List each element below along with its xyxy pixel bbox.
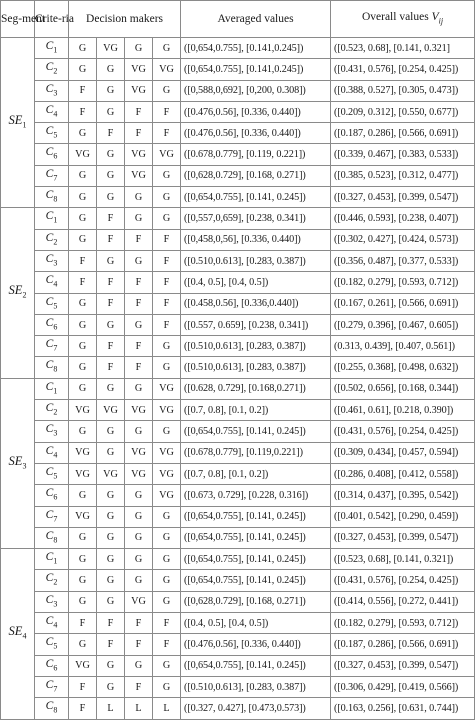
decision-maker-4-rating: F xyxy=(153,272,181,293)
averaged-value-cell: ([0,654,0.755], [0.141,0.245]) xyxy=(181,59,331,80)
averaged-value-cell: ([0.476,0.56], [0.336, 0.440]) xyxy=(181,634,331,655)
table-row xyxy=(1,208,475,229)
decision-maker-3-rating: L xyxy=(125,698,153,719)
table-row xyxy=(1,357,475,378)
criterion-cell: $C_1$ xyxy=(35,549,69,570)
decision-maker-1-rating: G xyxy=(69,187,97,208)
decision-maker-4-rating: F xyxy=(153,123,181,144)
decision-maker-3-rating: G xyxy=(125,655,153,676)
decision-maker-4-rating: G xyxy=(153,38,181,59)
decision-maker-3-rating: F xyxy=(125,336,153,357)
decision-maker-1-rating: F xyxy=(69,272,97,293)
table-row xyxy=(1,527,475,548)
criterion-cell: $C_3$ xyxy=(35,250,69,271)
decision-maker-3-rating: VG xyxy=(125,400,153,421)
criteria-header: Crite-ria xyxy=(35,1,69,38)
averaged-value-cell: ([0.678,0.779], [0.119, 0.221]) xyxy=(181,144,331,165)
averaged-value-cell: ([0.4, 0.5], [0.4, 0.5]) xyxy=(181,272,331,293)
overall-values-header: Overall values $V_{ij}$ xyxy=(331,1,475,38)
overall-value-cell: ([0.182, 0.279], [0.593, 0.712]) xyxy=(331,613,475,634)
decision-maker-1-rating: G xyxy=(69,549,97,570)
decision-maker-2-rating: F xyxy=(97,293,125,314)
criterion-cell: $C_8$ xyxy=(35,187,69,208)
averaged-value-cell: ([0,557,0,659], [0.238, 0.341]) xyxy=(181,208,331,229)
overall-value-cell: ([0.327, 0.453], [0.399, 0.547]) xyxy=(331,187,475,208)
table-row xyxy=(1,314,475,335)
table-row xyxy=(1,698,475,719)
decision-maker-1-rating: G xyxy=(69,570,97,591)
decision-maker-2-rating: G xyxy=(97,165,125,186)
criterion-cell: $C_2$ xyxy=(35,59,69,80)
decision-maker-3-rating: F xyxy=(125,357,153,378)
segment-header: Seg-ment xyxy=(1,1,35,38)
table-row xyxy=(1,38,475,59)
decision-maker-1-rating: G xyxy=(69,527,97,548)
criterion-cell: $C_5$ xyxy=(35,123,69,144)
averaged-value-cell: ([0.476,0.56], [0.336, 0.440]) xyxy=(181,101,331,122)
decision-maker-1-rating: G xyxy=(69,421,97,442)
overall-value-cell: ([0.286, 0.408], [0.412, 0.558]) xyxy=(331,463,475,484)
overall-value-cell: ([0.385, 0.523], [0.312, 0.477]) xyxy=(331,165,475,186)
table-row xyxy=(1,591,475,612)
averaged-value-cell: ([0.557, 0.659], [0.238, 0.341]) xyxy=(181,314,331,335)
table-row xyxy=(1,378,475,399)
criterion-cell: $C_4$ xyxy=(35,613,69,634)
averaged-value-cell: ([0.327, 0.427], [0.473,0.573]) xyxy=(181,698,331,719)
decision-maker-4-rating: G xyxy=(153,549,181,570)
table-row xyxy=(1,634,475,655)
decision-maker-3-rating: VG xyxy=(125,59,153,80)
decision-maker-3-rating: G xyxy=(125,187,153,208)
decision-maker-3-rating: F xyxy=(125,613,153,634)
decision-maker-2-rating: G xyxy=(97,187,125,208)
overall-value-cell: ([0.356, 0.487], [0.377, 0.533]) xyxy=(331,250,475,271)
decision-maker-2-rating: VG xyxy=(97,38,125,59)
averaged-value-cell: ([0,628,0.729], [0.168, 0.271]) xyxy=(181,165,331,186)
decision-maker-2-rating: F xyxy=(97,123,125,144)
criterion-cell: $C_6$ xyxy=(35,314,69,335)
averaged-value-cell: ([0,588,0,692], [0,200, 0.308]) xyxy=(181,80,331,101)
decision-maker-3-rating: G xyxy=(125,421,153,442)
criterion-cell: $C_7$ xyxy=(35,676,69,697)
decision-maker-4-rating: VG xyxy=(153,144,181,165)
overall-value-cell: ([0.182, 0.279], [0.593, 0.712]) xyxy=(331,272,475,293)
decision-maker-4-rating: G xyxy=(153,80,181,101)
averaged-value-cell: ([0.476,0.56], [0.336, 0.440]) xyxy=(181,123,331,144)
criterion-cell: $C_3$ xyxy=(35,80,69,101)
segment-cell: $SE_1$ xyxy=(1,38,35,208)
criterion-cell: $C_1$ xyxy=(35,38,69,59)
averaged-value-cell: ([0.628, 0.729], [0.168,0.271]) xyxy=(181,378,331,399)
decision-maker-2-rating: L xyxy=(97,698,125,719)
decision-maker-3-rating: VG xyxy=(125,165,153,186)
decision-maker-2-rating: G xyxy=(97,378,125,399)
decision-maker-4-rating: G xyxy=(153,187,181,208)
criterion-cell: $C_7$ xyxy=(35,165,69,186)
decision-maker-2-rating: G xyxy=(97,591,125,612)
criterion-cell: $C_1$ xyxy=(35,378,69,399)
criterion-cell: $C_5$ xyxy=(35,463,69,484)
averaged-value-cell: ([0,654,0.755], [0.141, 0.245]) xyxy=(181,549,331,570)
decision-maker-4-rating: G xyxy=(153,208,181,229)
decision-maker-4-rating: G xyxy=(153,336,181,357)
decision-maker-4-rating: G xyxy=(153,421,181,442)
decision-maker-1-rating: VG xyxy=(69,144,97,165)
table-row xyxy=(1,655,475,676)
decision-maker-4-rating: F xyxy=(153,314,181,335)
averaged-value-cell: ([0,654,0.755], [0.141, 0.245]) xyxy=(181,655,331,676)
header-row xyxy=(1,1,475,38)
decision-maker-2-rating: F xyxy=(97,229,125,250)
decision-maker-4-rating: VG xyxy=(153,463,181,484)
averaged-value-cell: ([0.7, 0.8], [0.1, 0.2]) xyxy=(181,400,331,421)
overall-value-cell: ([0.163, 0.256], [0.631, 0.744]) xyxy=(331,698,475,719)
averaged-values-header: Averaged values xyxy=(181,1,331,38)
overall-value-cell: ([0.339, 0.467], [0.383, 0.533]) xyxy=(331,144,475,165)
decision-maker-2-rating: G xyxy=(97,655,125,676)
decision-maker-1-rating: G xyxy=(69,165,97,186)
criterion-cell: $C_4$ xyxy=(35,101,69,122)
decision-maker-4-rating: F xyxy=(153,634,181,655)
decision-maker-1-rating: F xyxy=(69,698,97,719)
decision-maker-4-rating: G xyxy=(153,655,181,676)
decision-maker-3-rating: F xyxy=(125,123,153,144)
decision-maker-2-rating: G xyxy=(97,250,125,271)
decision-maker-3-rating: F xyxy=(125,634,153,655)
decision-maker-2-rating: VG xyxy=(97,463,125,484)
overall-value-cell: ([0.187, 0.286], [0.566, 0.691]) xyxy=(331,123,475,144)
decision-maker-3-rating: G xyxy=(125,250,153,271)
decision-maker-1-rating: F xyxy=(69,676,97,697)
decision-maker-1-rating: G xyxy=(69,485,97,506)
decision-maker-3-rating: VG xyxy=(125,80,153,101)
decision-maker-3-rating: F xyxy=(125,101,153,122)
criterion-cell: $C_3$ xyxy=(35,591,69,612)
overall-value-cell: ([0.309, 0.434], [0.457, 0.594]) xyxy=(331,442,475,463)
decision-maker-1-rating: G xyxy=(69,378,97,399)
overall-value-cell: ([0.306, 0.429], [0.419, 0.566]) xyxy=(331,676,475,697)
decision-maker-1-rating: G xyxy=(69,293,97,314)
table-row xyxy=(1,293,475,314)
decision-maker-1-rating: F xyxy=(69,101,97,122)
decision-maker-4-rating: G xyxy=(153,506,181,527)
table-row xyxy=(1,613,475,634)
decision-maker-3-rating: G xyxy=(125,314,153,335)
decision-maker-1-rating: G xyxy=(69,123,97,144)
decision-maker-4-rating: G xyxy=(153,165,181,186)
decision-maker-4-rating: VG xyxy=(153,485,181,506)
overall-value-cell: ([0.523, 0.68], [0.141, 0.321]) xyxy=(331,549,475,570)
decision-maker-1-rating: G xyxy=(69,38,97,59)
table-row xyxy=(1,187,475,208)
overall-value-cell: ([0.279, 0.396], [0.467, 0.605]) xyxy=(331,314,475,335)
overall-value-cell: ([0.187, 0.286], [0.566, 0.691]) xyxy=(331,634,475,655)
decision-maker-2-rating: F xyxy=(97,613,125,634)
decision-maker-2-rating: G xyxy=(97,421,125,442)
decision-maker-2-rating: G xyxy=(97,570,125,591)
overall-value-cell: ([0.446, 0.593], [0.238, 0.407]) xyxy=(331,208,475,229)
decision-maker-3-rating: G xyxy=(125,378,153,399)
averaged-value-cell: ([0,458,0,56], [0.336, 0.440]) xyxy=(181,229,331,250)
averaged-value-cell: ([0.7, 0.8], [0.1, 0.2]) xyxy=(181,463,331,484)
overall-value-cell: ([0.327, 0.453], [0.399, 0.547]) xyxy=(331,527,475,548)
decision-maker-4-rating: G xyxy=(153,591,181,612)
decision-maker-2-rating: G xyxy=(97,101,125,122)
criterion-cell: $C_4$ xyxy=(35,272,69,293)
table-row xyxy=(1,570,475,591)
overall-value-cell: ([0.302, 0.427], [0.424, 0.573]) xyxy=(331,229,475,250)
decision-maker-1-rating: F xyxy=(69,250,97,271)
decision-maker-1-rating: G xyxy=(69,336,97,357)
table-row xyxy=(1,421,475,442)
decision-maker-4-rating: F xyxy=(153,101,181,122)
criterion-cell: $C_6$ xyxy=(35,144,69,165)
decision-maker-1-rating: G xyxy=(69,314,97,335)
criterion-cell: $C_2$ xyxy=(35,229,69,250)
decision-maker-3-rating: G xyxy=(125,485,153,506)
table-row xyxy=(1,80,475,101)
table-row xyxy=(1,549,475,570)
averaged-value-cell: ([0.673, 0.729], [0.228, 0.316]) xyxy=(181,485,331,506)
criterion-cell: $C_8$ xyxy=(35,527,69,548)
decision-maker-2-rating: G xyxy=(97,59,125,80)
decision-makers-header: Decision makers xyxy=(69,1,181,38)
criterion-cell: $C_6$ xyxy=(35,655,69,676)
decision-maker-4-rating: F xyxy=(153,229,181,250)
decision-maker-1-rating: G xyxy=(69,357,97,378)
decision-maker-2-rating: F xyxy=(97,208,125,229)
table-row xyxy=(1,229,475,250)
decision-maker-3-rating: VG xyxy=(125,591,153,612)
averaged-value-cell: ([0.510,0.613], [0.283, 0.387]) xyxy=(181,250,331,271)
decision-maker-3-rating: G xyxy=(125,208,153,229)
criterion-cell: $C_4$ xyxy=(35,442,69,463)
decision-maker-3-rating: VG xyxy=(125,144,153,165)
table-row xyxy=(1,463,475,484)
decision-maker-4-rating: VG xyxy=(153,378,181,399)
decision-maker-4-rating: L xyxy=(153,698,181,719)
decision-maker-2-rating: G xyxy=(97,676,125,697)
averaged-value-cell: ([0.510,0.613], [0.283, 0.387]) xyxy=(181,357,331,378)
table-row xyxy=(1,485,475,506)
decision-maker-2-rating: F xyxy=(97,336,125,357)
decision-maker-1-rating: VG xyxy=(69,506,97,527)
overall-value-cell: (0.313, 0.439], [0.407, 0.561]) xyxy=(331,336,475,357)
decision-maker-3-rating: F xyxy=(125,229,153,250)
decision-maker-3-rating: F xyxy=(125,293,153,314)
decision-maker-2-rating: VG xyxy=(97,400,125,421)
decision-maker-1-rating: G xyxy=(69,59,97,80)
decision-maker-3-rating: G xyxy=(125,527,153,548)
averaged-value-cell: ([0.4, 0.5], [0.4, 0.5]) xyxy=(181,613,331,634)
decision-maker-3-rating: G xyxy=(125,38,153,59)
table-row xyxy=(1,272,475,293)
criterion-cell: $C_2$ xyxy=(35,400,69,421)
averaged-value-cell: ([0.510,0.613], [0.283, 0.387]) xyxy=(181,676,331,697)
overall-value-cell: ([0.431, 0.576], [0.254, 0.425]) xyxy=(331,570,475,591)
decision-maker-2-rating: G xyxy=(97,527,125,548)
criterion-cell: $C_8$ xyxy=(35,698,69,719)
criterion-cell: $C_8$ xyxy=(35,357,69,378)
averaged-value-cell: ([0.458,0.56], [0.336,0.440]) xyxy=(181,293,331,314)
decision-maker-4-rating: VG xyxy=(153,442,181,463)
table-row xyxy=(1,165,475,186)
overall-value-cell: ([0.327, 0.453], [0.399, 0.547]) xyxy=(331,655,475,676)
segment-cell: $SE_2$ xyxy=(1,208,35,378)
decision-maker-4-rating: G xyxy=(153,357,181,378)
averaged-value-cell: ([0,654,0.755], [0.141, 0.245]) xyxy=(181,421,331,442)
averaged-value-cell: ([0,654,0.755], [0.141, 0.245]) xyxy=(181,506,331,527)
decision-maker-2-rating: G xyxy=(97,144,125,165)
table-row xyxy=(1,442,475,463)
decision-maker-4-rating: VG xyxy=(153,400,181,421)
overall-value-cell: ([0.167, 0.261], [0.566, 0.691]) xyxy=(331,293,475,314)
decision-maker-3-rating: F xyxy=(125,676,153,697)
table-body xyxy=(1,38,475,720)
decision-maker-1-rating: F xyxy=(69,80,97,101)
overall-value-cell: ([0.314, 0.437], [0.395, 0.542]) xyxy=(331,485,475,506)
decision-maker-1-rating: G xyxy=(69,208,97,229)
criterion-cell: $C_7$ xyxy=(35,506,69,527)
criterion-cell: $C_2$ xyxy=(35,570,69,591)
decision-maker-3-rating: G xyxy=(125,549,153,570)
overall-value-cell: ([0.414, 0.556], [0.272, 0.441]) xyxy=(331,591,475,612)
overall-value-cell: ([0.255, 0.368], [0.498, 0.632]) xyxy=(331,357,475,378)
criterion-cell: $C_5$ xyxy=(35,634,69,655)
decision-maker-4-rating: F xyxy=(153,613,181,634)
table-row xyxy=(1,123,475,144)
table-row xyxy=(1,59,475,80)
table-row xyxy=(1,144,475,165)
overall-value-cell: ([0.461, 0.61], [0.218, 0.390]) xyxy=(331,400,475,421)
overall-value-cell: ([0.388, 0.527], [0.305, 0.473]) xyxy=(331,80,475,101)
averaged-value-cell: ([0,654,0.755], [0.141, 0.245]) xyxy=(181,527,331,548)
decision-maker-1-rating: F xyxy=(69,613,97,634)
decision-maker-2-rating: G xyxy=(97,506,125,527)
averaged-value-cell: ([0,628,0.729], [0.168, 0.271]) xyxy=(181,591,331,612)
decision-maker-2-rating: G xyxy=(97,442,125,463)
table-row xyxy=(1,250,475,271)
decision-maker-3-rating: VG xyxy=(125,442,153,463)
decision-maker-4-rating: F xyxy=(153,293,181,314)
decision-maker-4-rating: F xyxy=(153,250,181,271)
averaged-value-cell: ([0.678,0.779], [0.119,0.221]) xyxy=(181,442,331,463)
decision-maker-3-rating: VG xyxy=(125,463,153,484)
table-row xyxy=(1,506,475,527)
decision-maker-3-rating: G xyxy=(125,506,153,527)
decision-maker-1-rating: VG xyxy=(69,400,97,421)
overall-value-cell: ([0.431, 0.576], [0.254, 0.425]) xyxy=(331,421,475,442)
criterion-cell: $C_5$ xyxy=(35,293,69,314)
overall-value-cell: ([0.523, 0.68], [0.141, 0.321] xyxy=(331,38,475,59)
segment-cell: $SE_4$ xyxy=(1,549,35,719)
averaged-value-cell: ([0,654,0.755], [0.141,0.245]) xyxy=(181,38,331,59)
decision-maker-2-rating: F xyxy=(97,357,125,378)
decision-maker-4-rating: G xyxy=(153,527,181,548)
decision-maker-2-rating: F xyxy=(97,272,125,293)
table-row xyxy=(1,336,475,357)
criterion-cell: $C_3$ xyxy=(35,421,69,442)
decision-maker-1-rating: VG xyxy=(69,463,97,484)
decision-maker-2-rating: G xyxy=(97,80,125,101)
overall-value-cell: ([0.209, 0.312], [0.550, 0.677]) xyxy=(331,101,475,122)
overall-value-cell: ([0.431, 0.576], [0.254, 0.425]) xyxy=(331,59,475,80)
decision-maker-2-rating: G xyxy=(97,549,125,570)
decision-maker-1-rating: VG xyxy=(69,655,97,676)
decision-maker-2-rating: G xyxy=(97,485,125,506)
segment-cell: $SE_3$ xyxy=(1,378,35,548)
criterion-cell: $C_7$ xyxy=(35,336,69,357)
decision-maker-1-rating: G xyxy=(69,634,97,655)
decision-maker-4-rating: G xyxy=(153,676,181,697)
overall-value-cell: ([0.502, 0.656], [0.168, 0.344]) xyxy=(331,378,475,399)
table-row xyxy=(1,676,475,697)
overall-value-cell: ([0.401, 0.542], [0.290, 0.459]) xyxy=(331,506,475,527)
averaged-value-cell: ([0,654,0.755], [0.141, 0.245]) xyxy=(181,187,331,208)
decision-maker-2-rating: F xyxy=(97,634,125,655)
decision-maker-3-rating: F xyxy=(125,272,153,293)
decision-maker-2-rating: G xyxy=(97,314,125,335)
criterion-cell: $C_1$ xyxy=(35,208,69,229)
table-row xyxy=(1,400,475,421)
criterion-cell: $C_6$ xyxy=(35,485,69,506)
table-row xyxy=(1,101,475,122)
decision-maker-3-rating: G xyxy=(125,570,153,591)
decision-maker-4-rating: VG xyxy=(153,59,181,80)
averaged-value-cell: ([0,654,0.755], [0.141, 0.245]) xyxy=(181,570,331,591)
decision-maker-4-rating: G xyxy=(153,570,181,591)
decision-maker-1-rating: G xyxy=(69,591,97,612)
decision-maker-1-rating: G xyxy=(69,229,97,250)
averaged-value-cell: ([0.510,0.613], [0.283, 0.387]) xyxy=(181,336,331,357)
decision-maker-1-rating: VG xyxy=(69,442,97,463)
